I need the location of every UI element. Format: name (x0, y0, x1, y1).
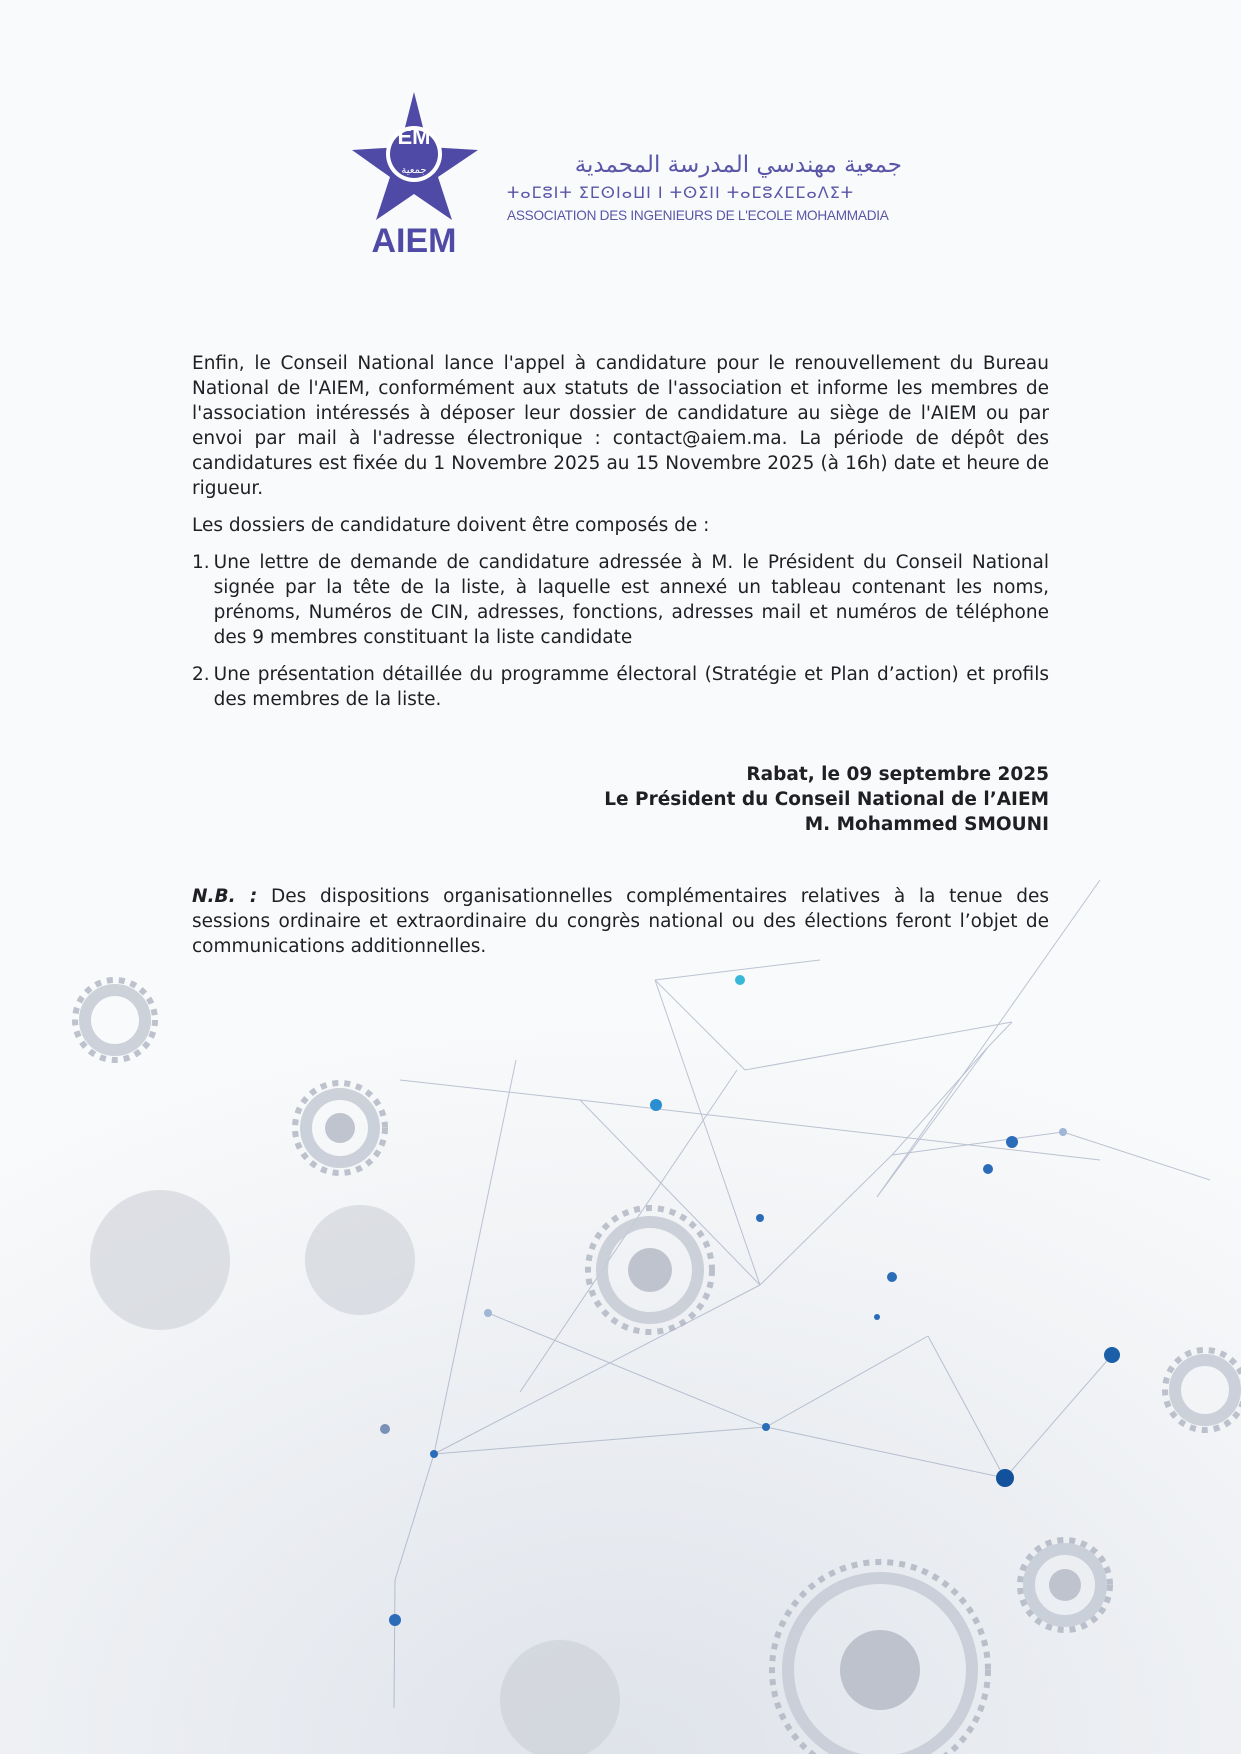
aiem-star-logo (352, 92, 480, 260)
association-name (507, 150, 902, 226)
list-item-text: Une présentation détaillée du programme électoral (Stratégie et Plan d’action) et profils des membres de la liste. (213, 664, 1049, 710)
nota-bene-label: N.B. : (192, 886, 258, 907)
list-item-number: 2. (192, 664, 210, 685)
nota-bene (192, 884, 1049, 959)
list-item-number: 1. (192, 552, 210, 573)
association-name-latin: ASSOCIATION DES INGENIEURS DE L'ECOLE MOHAMMADIA (507, 208, 889, 223)
signature-name: M. Mohammed SMOUNI (804, 814, 1049, 835)
paragraph-call-for-candidacy: Enfin, le Conseil National lance l'appel à candidature pour le renouvellement du Bureau National de l'AIEM, conformément aux statuts de l'association et informe les membres de l'association intéressés à déposer leur dossier de candidature au siège de l'AIEM ou par envoi par mail à l'adresse électronique : contact@aiem.ma. La période de dépôt des candidatures est fixée du 1 Novembre 2025 au 15 Novembre 2025 (à 16h) date et heure de rigueur. (192, 353, 1049, 499)
list-item (192, 550, 1049, 650)
association-name-arabic: جمعية مهندسي المدرسة المحمدية (574, 152, 902, 178)
svg-text:EM: EM (397, 124, 431, 149)
svg-text:AIEM: AIEM (371, 222, 457, 260)
paragraph-dossier-intro: Les dossiers de candidature doivent être composés de : (192, 515, 710, 536)
list-item-text: Une lettre de demande de candidature adressée à M. le Président du Conseil National signée par la tête de la liste, à laquelle est annexé un tableau contenant les noms, prénoms, Numéros de CIN, adresses, fonctions, adresses mail et numéros de téléphone des 9 membres constituant la liste candidate (213, 552, 1049, 648)
signature-block (604, 762, 1049, 837)
nota-bene-text: Des dispositions organisationnelles complémentaires relatives à la tenue des sessions ordinaire et extraordinaire du congrès national ou des élections feront l’objet de communications additionnelles. (192, 886, 1050, 957)
signature-role: Le Président du Conseil National de l’AIEM (604, 789, 1049, 810)
requirements-list (192, 550, 1049, 712)
signature-place-date: Rabat, le 09 septembre 2025 (746, 764, 1049, 785)
gears-network-background (0, 880, 1241, 1754)
list-item (192, 662, 1049, 712)
letter-body (192, 351, 1049, 724)
header-logo-block (352, 92, 902, 262)
svg-text:جمعية: جمعية (401, 165, 427, 176)
association-name-tifinagh: ⵜⴰⵎⵓⵏⵜ ⵉⵎⵙⵏⴰⵡⵏ ⵏ ⵜⵙⵉⵏⵏ ⵜⴰⵎⵓⵃⵎⵎⴰⴷⵉⵜ (507, 183, 855, 202)
